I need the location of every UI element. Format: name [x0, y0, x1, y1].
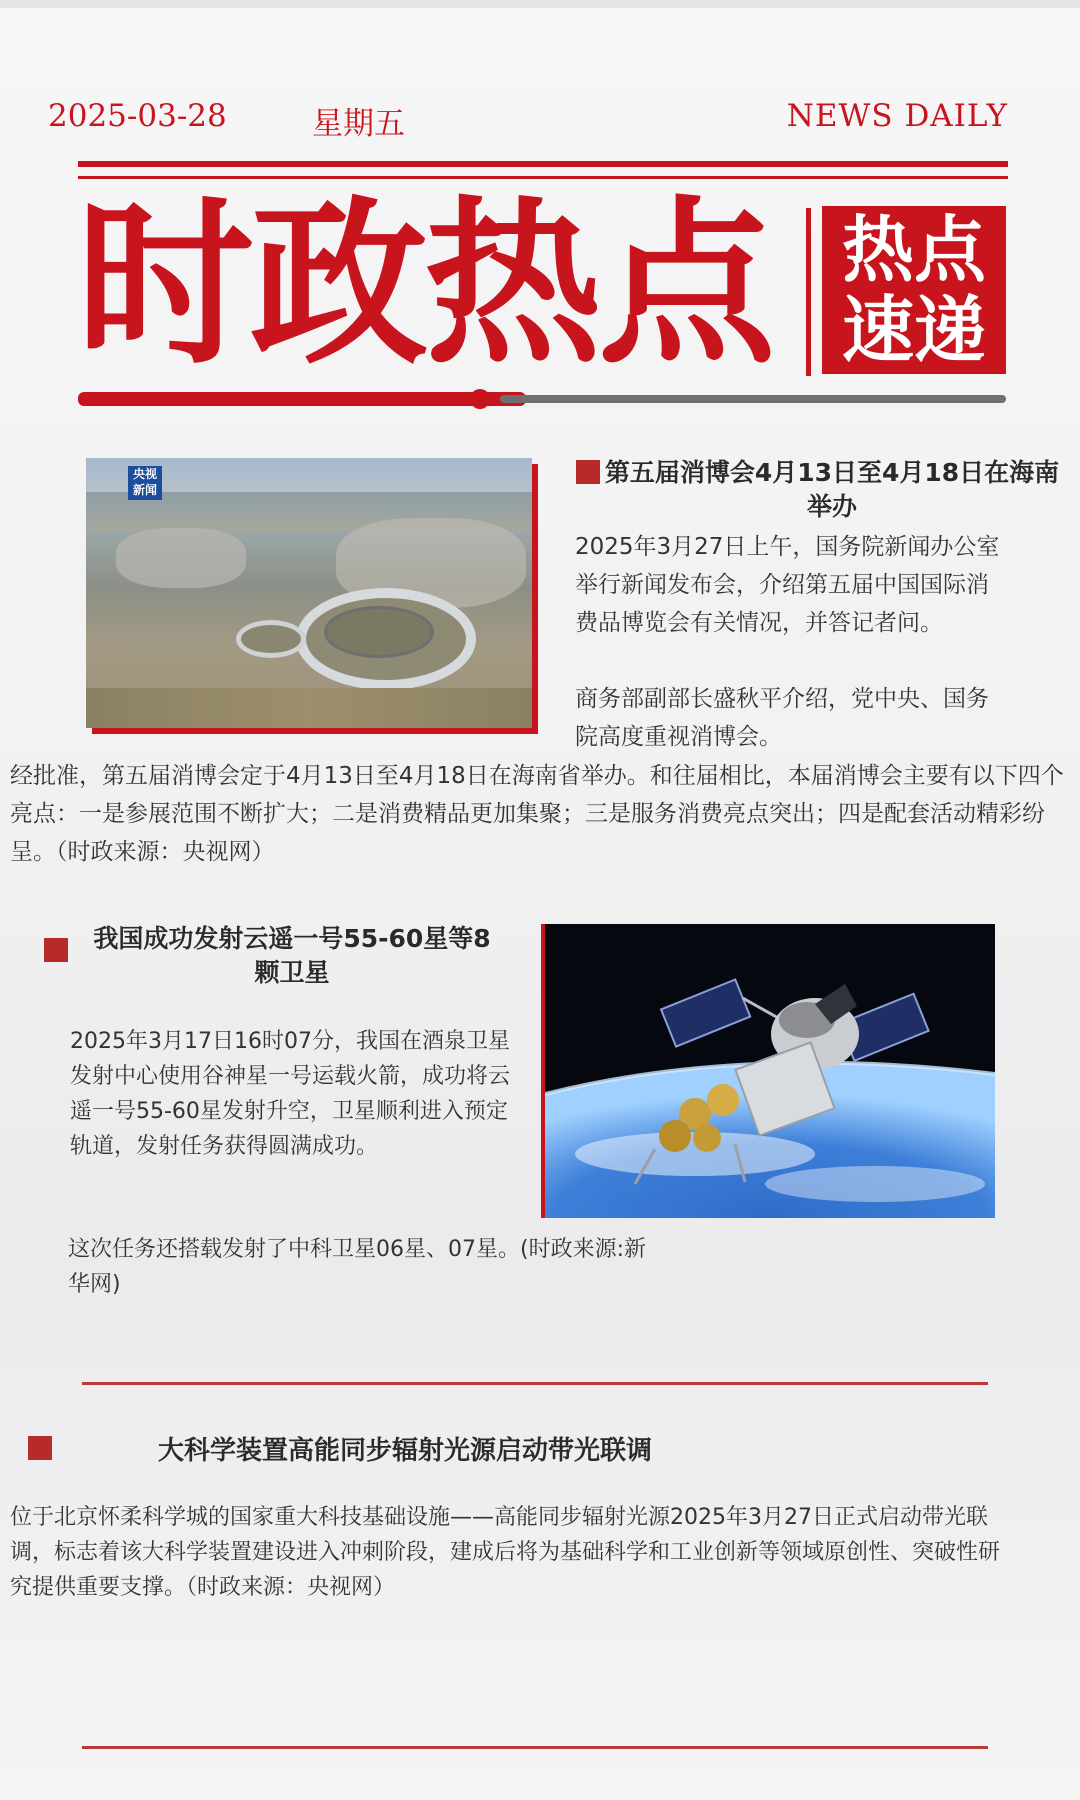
satellite-illustration: [545, 924, 995, 1218]
divider-2: [82, 1746, 988, 1749]
fields-band: [86, 688, 532, 728]
cctv-news-logo: 央视新闻: [128, 466, 162, 500]
article-3-para-1: 位于北京怀柔科学城的国家重大科技基础设施——高能同步辐射光源2025年3月27日正式启动带光联调，标志着该大科学装置建设进入冲刺阶段，建成后将为基础科学和工业创新等领域原创性、突破性研究提供重要支撑。（时政来源：央视网）: [10, 1505, 1001, 1600]
badge-line-2: 速递: [841, 288, 986, 372]
decor-gray-bar: [500, 395, 1006, 403]
booster-ring: [236, 620, 306, 658]
article-2-title: 我国成功发射云遥一号55-60星等8颗卫星: [93, 924, 491, 987]
article-2-para-1: 2025年3月17日16时07分，我国在酒泉卫星发射中心使用谷神星一号运载火箭，成功将云遥一号55-60星发射升空，卫星顺利进入预定轨道，发射任务获得圆满成功。: [70, 1029, 511, 1159]
decor-red-dot: [470, 389, 490, 409]
divider-1: [82, 1382, 988, 1385]
aerial-photo-synchrotron: [86, 458, 532, 728]
section-marker-3: [28, 1436, 52, 1460]
brand-name: NEWS DAILY: [786, 98, 1008, 134]
article-2-para-2: 这次任务还搭载发射了中科卫星06星、07星。(时政来源:新华网): [68, 1237, 646, 1297]
top-frame: [0, 0, 1080, 8]
badge-line-1: 热点: [841, 208, 986, 292]
main-title: 时政热点: [76, 181, 772, 388]
header-rule-thick: [78, 161, 1008, 167]
issue-weekday: 星期五: [312, 106, 405, 142]
section-marker-1: [576, 460, 600, 484]
section-marker-2: [44, 938, 68, 962]
article-1-para-3: 经批准，第五届消博会定于4月13日至4月18日在海南省举办。和往届相比，本届消博会主要有以下四个亮点：一是参展范围不断扩大；二是消费精品更加集聚；三是服务消费亮点突出；四是配套活动精彩纷呈。（时政来源：央视网）: [10, 763, 1064, 865]
header-rule-thin: [78, 176, 1008, 179]
article-1-para-1: 2025年3月27日上午，国务院新闻办公室举行新闻发布会，介绍第五届中国国际消费品博览会有关情况，并答记者问。: [575, 534, 1000, 636]
town-area: [116, 528, 246, 588]
issue-date: 2025-03-28: [48, 98, 227, 134]
decor-red-bar: [78, 392, 526, 406]
inner-ring: [324, 606, 434, 658]
hot-news-badge: [822, 206, 1006, 374]
title-divider: [806, 208, 811, 376]
article-3-title: 大科学装置高能同步辐射光源启动带光联调: [158, 1436, 653, 1466]
satellite-photo: [541, 924, 995, 1218]
article-1-title: 第五届消博会4月13日至4月18日在海南举办: [604, 458, 1060, 521]
article-1-para-2: 商务部副部长盛秋平介绍，党中央、国务院高度重视消博会。: [575, 686, 989, 750]
